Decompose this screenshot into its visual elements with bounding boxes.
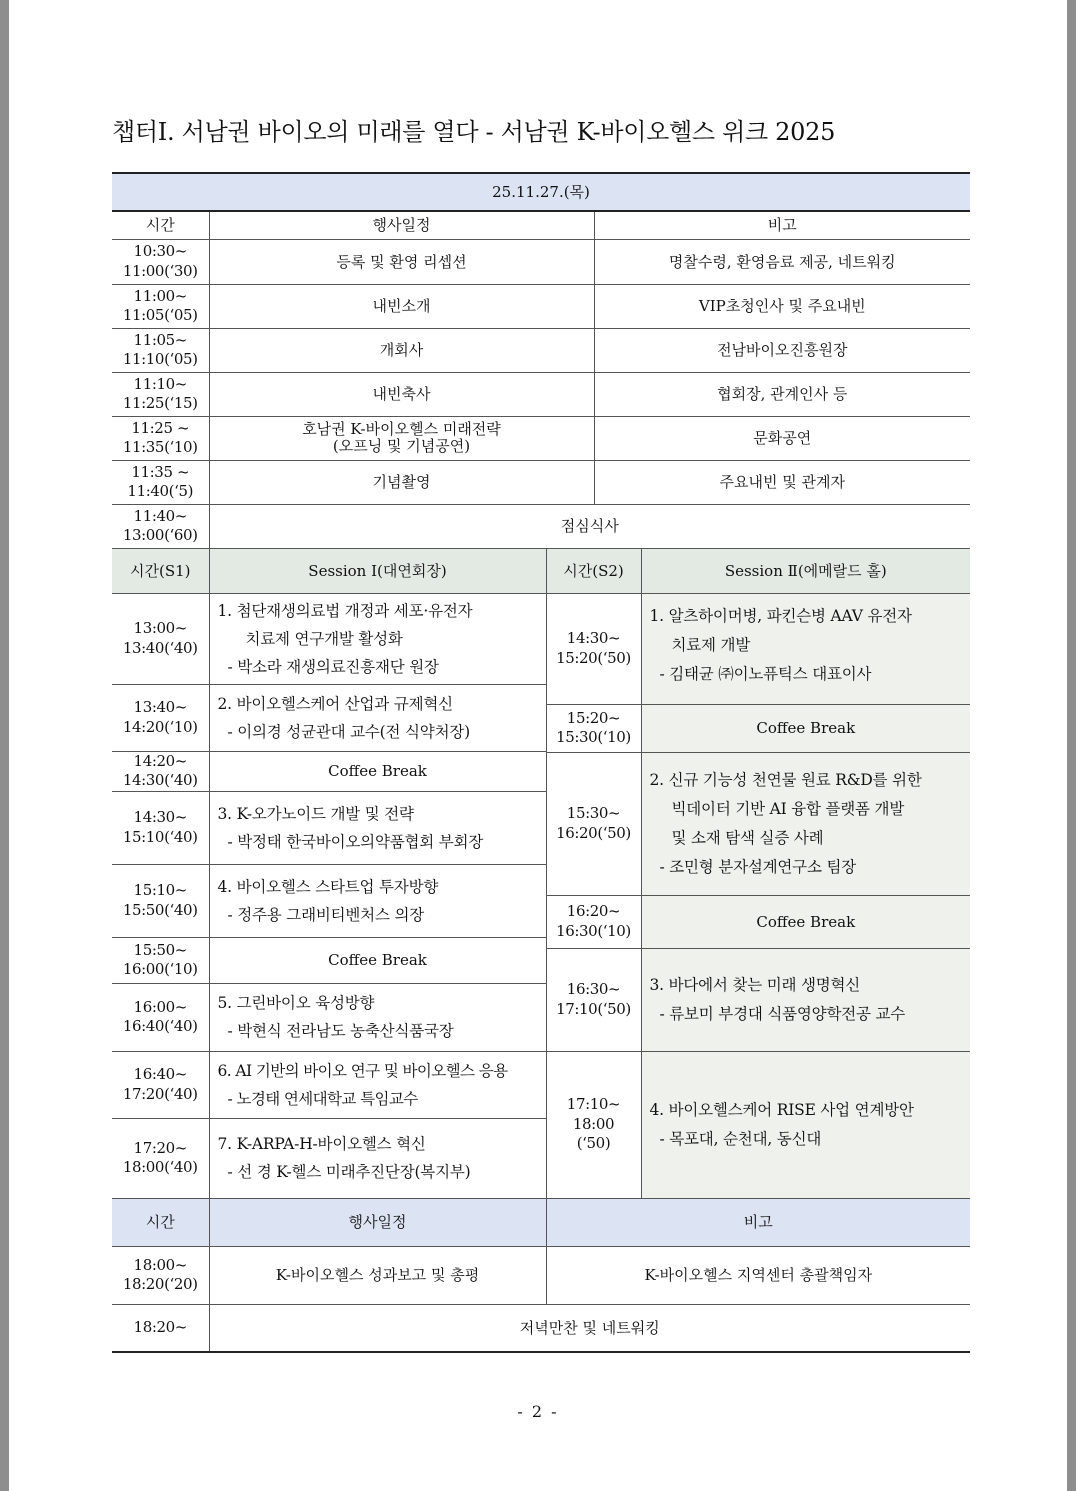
s1-time: 16:40~ 17:20(‘40) [112, 1051, 209, 1118]
note-cell: VIP초청인사 및 주요내빈 [594, 284, 970, 328]
program-cell: K-바이오헬스 성과보고 및 총평 [209, 1246, 546, 1304]
note-cell: K-바이오헬스 지역센터 총괄책임자 [546, 1246, 970, 1304]
s2-time: 17:10~ 18:00 (‘50) [546, 1051, 641, 1198]
s1-time: 17:20~ 18:00(‘40) [112, 1118, 209, 1198]
program-cell: 호남권 K-바이오헬스 미래전략 (오프닝 및 기념공연) [209, 416, 594, 460]
program-cell: 내빈축사 [209, 372, 594, 416]
date-cell: 25.11.27.(목) [112, 173, 970, 211]
header-time: 시간 [112, 211, 209, 239]
s1-time: 14:30~ 15:10(‘40) [112, 791, 209, 864]
s2-coffee-break: Coffee Break [641, 895, 970, 948]
time-cell: 11:05~ 11:10(‘05) [112, 328, 209, 372]
s2-time: 16:30~ 17:10(‘50) [546, 948, 641, 1051]
table-row [112, 328, 970, 372]
header-time: 시간 [112, 1198, 209, 1246]
time-cell: 11:25 ~ 11:35(‘10) [112, 416, 209, 460]
s1-talk: 4. 바이오헬스 스타트업 투자방향 - 정주용 그래비티벤처스 의장 [209, 864, 546, 937]
table-row [112, 372, 970, 416]
header-program: 행사일정 [209, 211, 594, 239]
note-cell: 협회장, 관계인사 등 [594, 372, 970, 416]
time-cell: 11:35 ~ 11:40(‘5) [112, 460, 209, 504]
s1-talk: 1. 첨단재생의료법 개정과 세포·유전자 치료제 연구개발 활성화 - 박소라 재생의료진흥재단 원장 [209, 593, 546, 684]
s1-time-header: 시간(S1) [112, 548, 209, 593]
session1-header: Session Ⅰ(대연회장) [209, 548, 546, 593]
time-cell: 18:00~ 18:20(‘20) [112, 1246, 209, 1304]
time-cell: 11:40~ 13:00(‘60) [112, 504, 209, 548]
time-cell: 18:20~ [112, 1304, 209, 1352]
page-number: - 2 - [517, 1402, 559, 1421]
s1-talk: 5. 그린바이오 육성방향 - 박현식 전라남도 농축산식품국장 [209, 983, 546, 1051]
program-cell: 등록 및 환영 리셉션 [209, 239, 594, 284]
table-row [112, 1246, 970, 1304]
s2-talk: 1. 알츠하이머병, 파킨슨병 AAV 유전자 치료제 개발 - 김태균 ㈜이노퓨틱스 대표이사 [641, 593, 970, 704]
header-program: 행사일정 [209, 1198, 546, 1246]
dinner-cell: 저녁만찬 및 네트워킹 [209, 1304, 970, 1352]
s1-time: 15:10~ 15:50(‘40) [112, 864, 209, 937]
s1-time: 13:00~ 13:40(‘40) [112, 593, 209, 684]
date-row [112, 173, 970, 211]
s1-time: 14:20~ 14:30(‘40) [112, 751, 209, 791]
s1-talk: 3. K-오가노이드 개발 및 전략 - 박정태 한국바이오의약품협회 부회장 [209, 791, 546, 864]
s1-talk: 7. K-ARPA-H-바이오헬스 혁신 - 선 경 K-헬스 미래추진단장(복지부) [209, 1118, 546, 1198]
s1-talk: 2. 바이오헬스케어 산업과 규제혁신 - 이의경 성균관대 교수(전 식약처장) [209, 684, 546, 751]
header-note: 비고 [594, 211, 970, 239]
lunch-row [112, 504, 970, 548]
time-cell: 11:10~ 11:25(‘15) [112, 372, 209, 416]
s1-talk: 6. AI 기반의 바이오 연구 및 바이오헬스 응용 - 노경태 연세대학교 특임교수 [209, 1051, 546, 1118]
session-row [112, 1051, 970, 1118]
s1-time: 16:00~ 16:40(‘40) [112, 983, 209, 1051]
header-note: 비고 [546, 1198, 970, 1246]
s1-coffee-break: Coffee Break [209, 937, 546, 983]
lunch-cell: 점심식사 [209, 504, 970, 548]
session2-header: Session Ⅱ(에메랄드 홀) [641, 548, 970, 593]
s2-talk: 2. 신규 기능성 천연물 원료 R&D를 위한 빅데이터 기반 AI 융합 플랫폼 개발 및 소재 탐색 실증 사례 - 조민형 분자설계연구소 팀장 [641, 752, 970, 895]
program-cell: 기념촬영 [209, 460, 594, 504]
session-header-row [112, 548, 970, 593]
note-cell: 주요내빈 및 관계자 [594, 460, 970, 504]
note-cell: 문화공연 [594, 416, 970, 460]
s2-time: 15:20~ 15:30(‘10) [546, 704, 641, 752]
s1-time: 13:40~ 14:20(‘10) [112, 684, 209, 751]
header-row-2 [112, 1198, 970, 1246]
program-cell: 개회사 [209, 328, 594, 372]
session-row [112, 593, 970, 684]
program-cell: 내빈소개 [209, 284, 594, 328]
table-row [112, 1304, 970, 1352]
note-cell: 명찰수령, 환영음료 제공, 네트워킹 [594, 239, 970, 284]
s2-time: 15:30~ 16:20(‘50) [546, 752, 641, 895]
page-edge-left [0, 0, 9, 1491]
note-cell: 전남바이오진흥원장 [594, 328, 970, 372]
s2-time: 16:20~ 16:30(‘10) [546, 895, 641, 948]
s2-talk: 4. 바이오헬스케어 RISE 사업 연계방안 - 목포대, 순천대, 동신대 [641, 1051, 970, 1198]
table-row [112, 284, 970, 328]
s2-time-header: 시간(S2) [546, 548, 641, 593]
page-edge-right [1067, 0, 1076, 1491]
s2-coffee-break: Coffee Break [641, 704, 970, 752]
s2-talk: 3. 바다에서 찾는 미래 생명혁신 - 류보미 부경대 식품영양학전공 교수 [641, 948, 970, 1051]
s1-time: 15:50~ 16:00(‘10) [112, 937, 209, 983]
s1-coffee-break: Coffee Break [209, 751, 546, 791]
schedule-table [112, 172, 970, 1353]
s2-time: 14:30~ 15:20(‘50) [546, 593, 641, 704]
time-cell: 10:30~ 11:00(‘30) [112, 239, 209, 284]
page-title: 챕터Ⅰ. 서남권 바이오의 미래를 열다 - 서남권 K-바이오헬스 위크 2025 [112, 118, 836, 146]
table-row [112, 460, 970, 504]
header-row [112, 211, 970, 239]
time-cell: 11:00~ 11:05(‘05) [112, 284, 209, 328]
table-row [112, 239, 970, 284]
table-row [112, 416, 970, 460]
